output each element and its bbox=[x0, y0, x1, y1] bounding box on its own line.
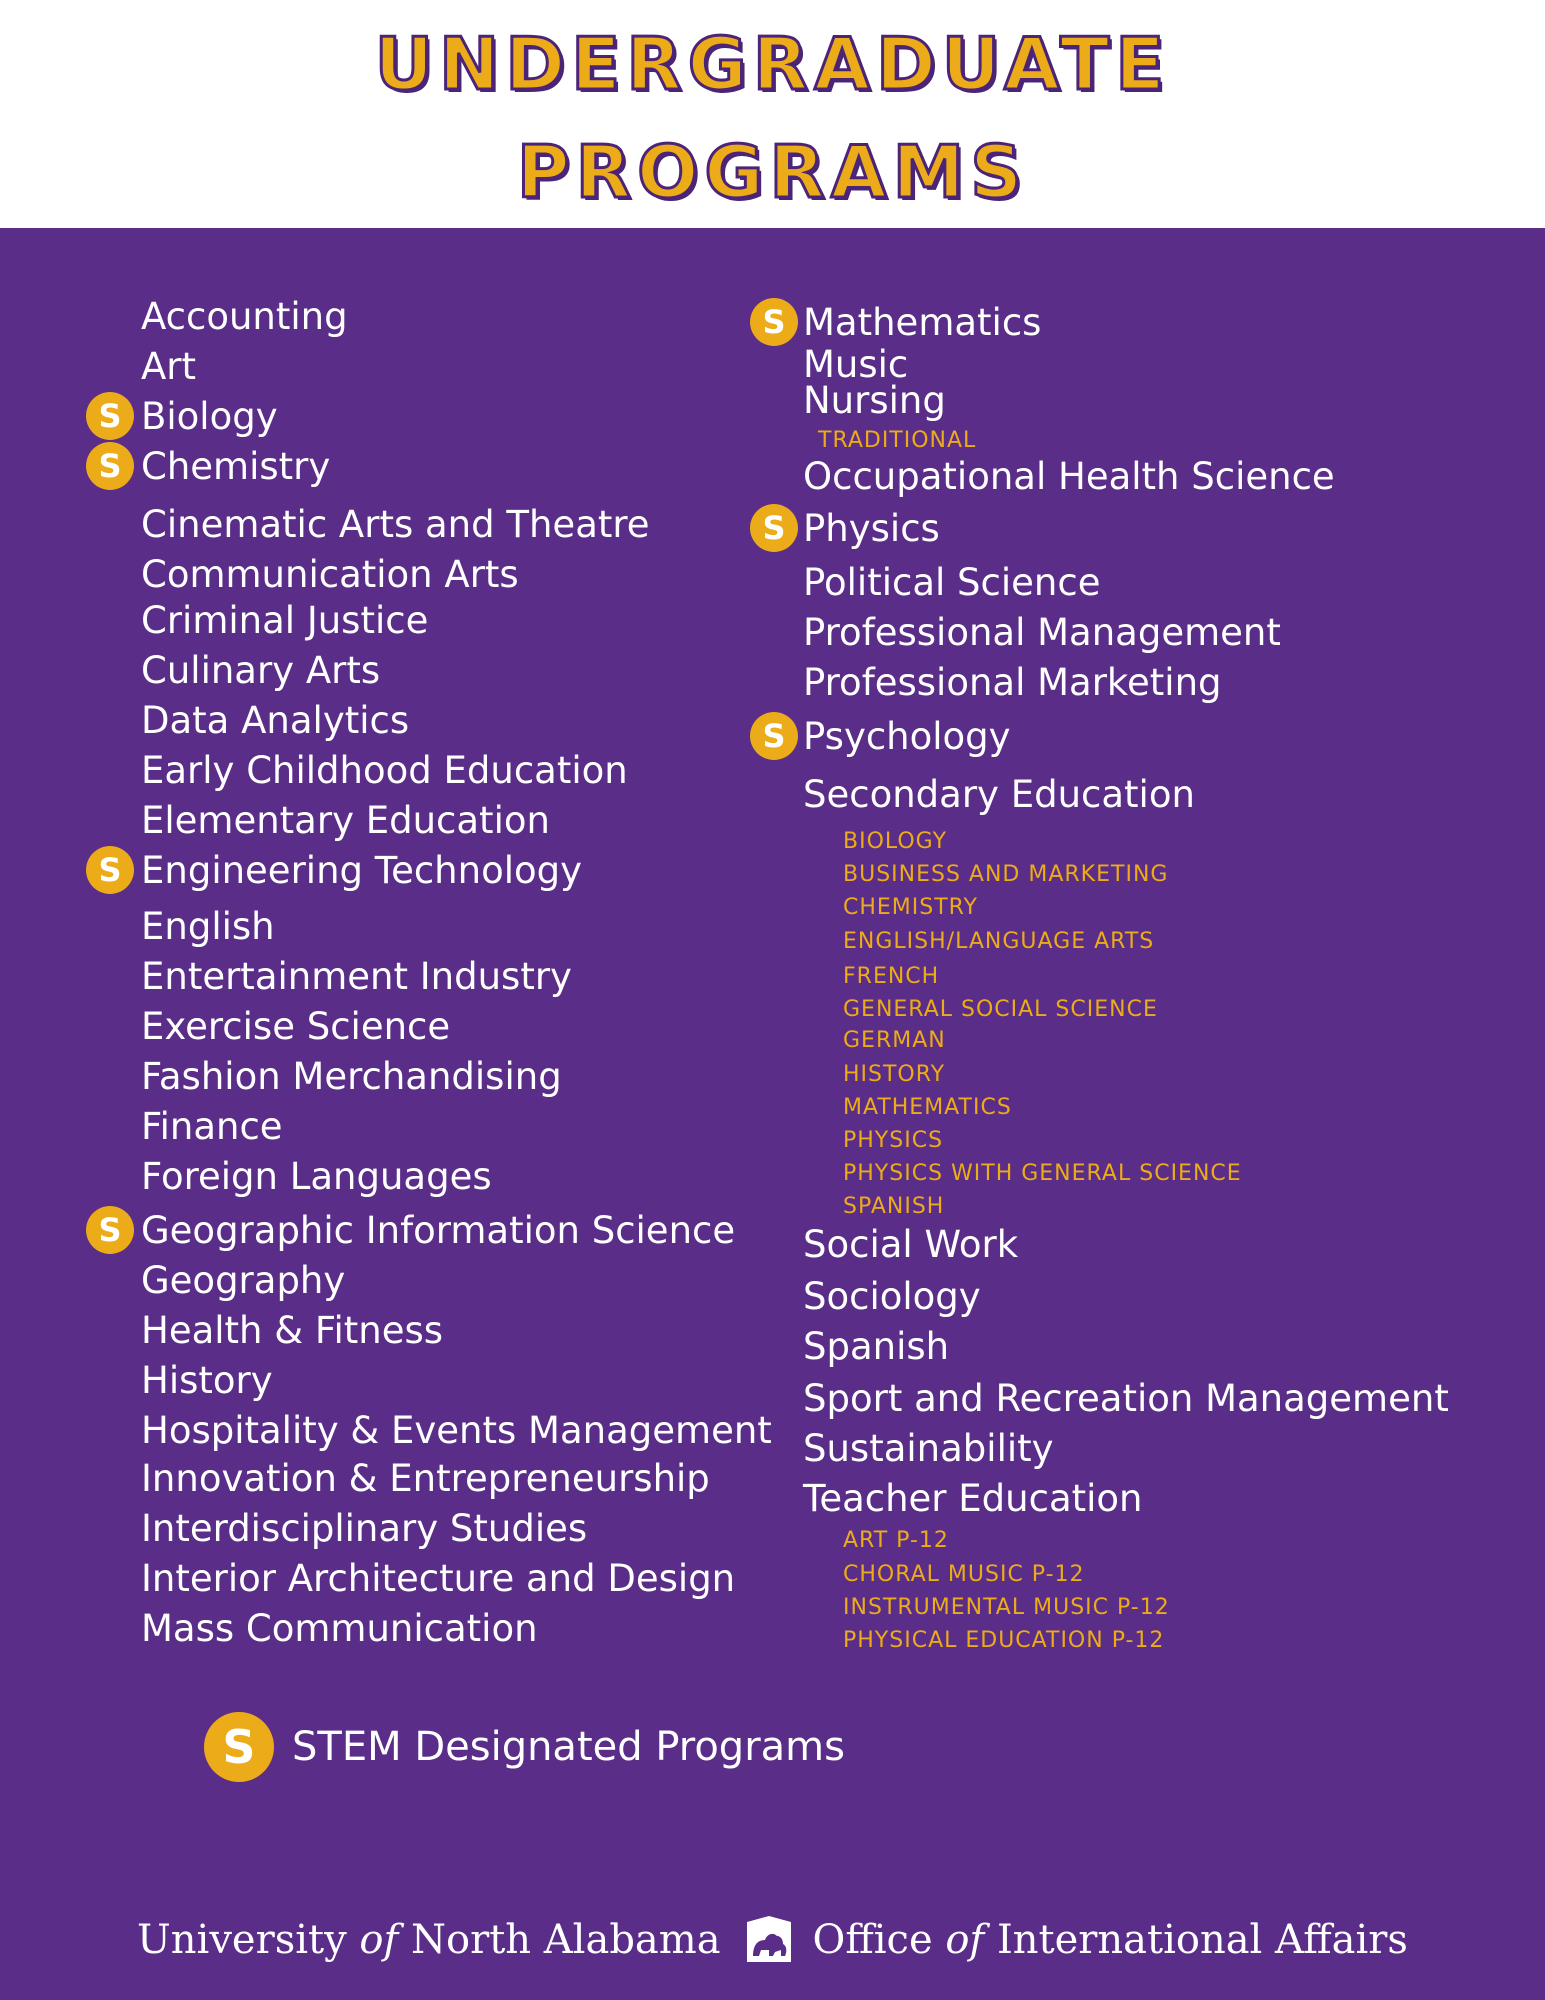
program-sub-item: GENERAL SOCIAL SCIENCE bbox=[843, 997, 1158, 1022]
program-item: English bbox=[141, 905, 275, 948]
program-item: Foreign Languages bbox=[141, 1155, 492, 1198]
program-item: Engineering Technology bbox=[141, 849, 583, 892]
program-item: Accounting bbox=[141, 295, 348, 338]
page-title-line-1: UNDERGRADUATE bbox=[374, 22, 1171, 106]
program-item: Interior Architecture and Design bbox=[141, 1557, 736, 1600]
program-item: Geography bbox=[141, 1259, 346, 1302]
header bbox=[0, 0, 1545, 228]
stem-badge-icon: S bbox=[750, 298, 798, 346]
stem-badge-icon: S bbox=[86, 1206, 134, 1254]
program-item: Finance bbox=[141, 1105, 283, 1148]
program-item: Interdisciplinary Studies bbox=[141, 1507, 588, 1550]
program-item: Sustainability bbox=[803, 1427, 1054, 1470]
program-item: Innovation & Entrepreneurship bbox=[141, 1457, 710, 1500]
lion-logo-icon bbox=[741, 1912, 797, 1968]
stem-badge-icon: S bbox=[750, 712, 798, 760]
program-item: Nursing bbox=[803, 379, 946, 422]
program-item: Psychology bbox=[803, 715, 1011, 758]
program-sub-item: BIOLOGY bbox=[843, 829, 948, 854]
program-sub-item: PHYSICAL EDUCATION P-12 bbox=[843, 1628, 1165, 1653]
program-sub-item: CHORAL MUSIC P-12 bbox=[843, 1562, 1085, 1587]
program-item: Physics bbox=[803, 507, 940, 550]
program-item: Cinematic Arts and Theatre bbox=[141, 503, 650, 546]
program-sub-item: MATHEMATICS bbox=[843, 1095, 1012, 1120]
program-item: Criminal Justice bbox=[141, 599, 429, 642]
program-sub-item: PHYSICS bbox=[843, 1128, 944, 1153]
program-item: Mass Communication bbox=[141, 1607, 538, 1650]
program-item: Hospitality & Events Management bbox=[141, 1409, 772, 1452]
program-item: Geographic Information Science bbox=[141, 1209, 736, 1252]
program-item: Spanish bbox=[803, 1325, 950, 1368]
program-item: Exercise Science bbox=[141, 1005, 451, 1048]
program-item: Sociology bbox=[803, 1275, 981, 1318]
university-name: University of North Alabama bbox=[137, 1917, 721, 1963]
program-sub-item: ENGLISH/LANGUAGE ARTS bbox=[843, 929, 1155, 954]
program-sub-item: ART P-12 bbox=[843, 1528, 949, 1553]
program-item: Biology bbox=[141, 395, 278, 438]
program-item: Professional Management bbox=[803, 611, 1281, 654]
program-item: Communication Arts bbox=[141, 553, 519, 596]
program-item: Entertainment Industry bbox=[141, 955, 572, 998]
program-item: Political Science bbox=[803, 561, 1101, 604]
stem-badge-icon: S bbox=[750, 504, 798, 552]
program-item: Art bbox=[141, 345, 197, 388]
program-item: Sport and Recreation Management bbox=[803, 1377, 1449, 1420]
program-item: Professional Marketing bbox=[803, 661, 1222, 704]
program-item: Secondary Education bbox=[803, 773, 1195, 816]
program-item: Elementary Education bbox=[141, 799, 550, 842]
program-sub-item: FRENCH bbox=[843, 964, 940, 989]
program-sub-item: GERMAN bbox=[843, 1028, 946, 1053]
program-sub-item: INSTRUMENTAL MUSIC P-12 bbox=[843, 1595, 1170, 1620]
stem-badge-icon: S bbox=[86, 442, 134, 490]
program-sub-item: BUSINESS AND MARKETING bbox=[843, 862, 1169, 887]
footer bbox=[0, 1912, 1545, 1968]
program-sub-item: SPANISH bbox=[843, 1194, 945, 1219]
program-item: Culinary Arts bbox=[141, 649, 381, 692]
program-item: Social Work bbox=[803, 1223, 1019, 1266]
program-sub-item: CHEMISTRY bbox=[843, 895, 978, 920]
program-item: Teacher Education bbox=[803, 1477, 1143, 1520]
program-item: Data Analytics bbox=[141, 699, 410, 742]
program-sub-item: TRADITIONAL bbox=[818, 428, 977, 453]
office-name: Office of International Affairs bbox=[812, 1917, 1408, 1963]
program-sub-item: PHYSICS WITH GENERAL SCIENCE bbox=[843, 1161, 1242, 1186]
program-sub-item: HISTORY bbox=[843, 1062, 946, 1087]
page-title-line-2: PROGRAMS bbox=[516, 130, 1029, 214]
program-item: Early Childhood Education bbox=[141, 749, 628, 792]
stem-legend-label: STEM Designated Programs bbox=[292, 1724, 845, 1770]
stem-badge-icon: S bbox=[86, 392, 134, 440]
program-item: Health & Fitness bbox=[141, 1309, 444, 1352]
program-item: Music bbox=[803, 343, 909, 386]
stem-badge-icon: S bbox=[86, 846, 134, 894]
stem-badge-icon: S bbox=[204, 1712, 274, 1782]
program-item: Mathematics bbox=[803, 301, 1042, 344]
program-item: Chemistry bbox=[141, 445, 331, 488]
program-item: History bbox=[141, 1359, 273, 1402]
program-item: Fashion Merchandising bbox=[141, 1055, 562, 1098]
program-item: Occupational Health Science bbox=[803, 455, 1335, 498]
